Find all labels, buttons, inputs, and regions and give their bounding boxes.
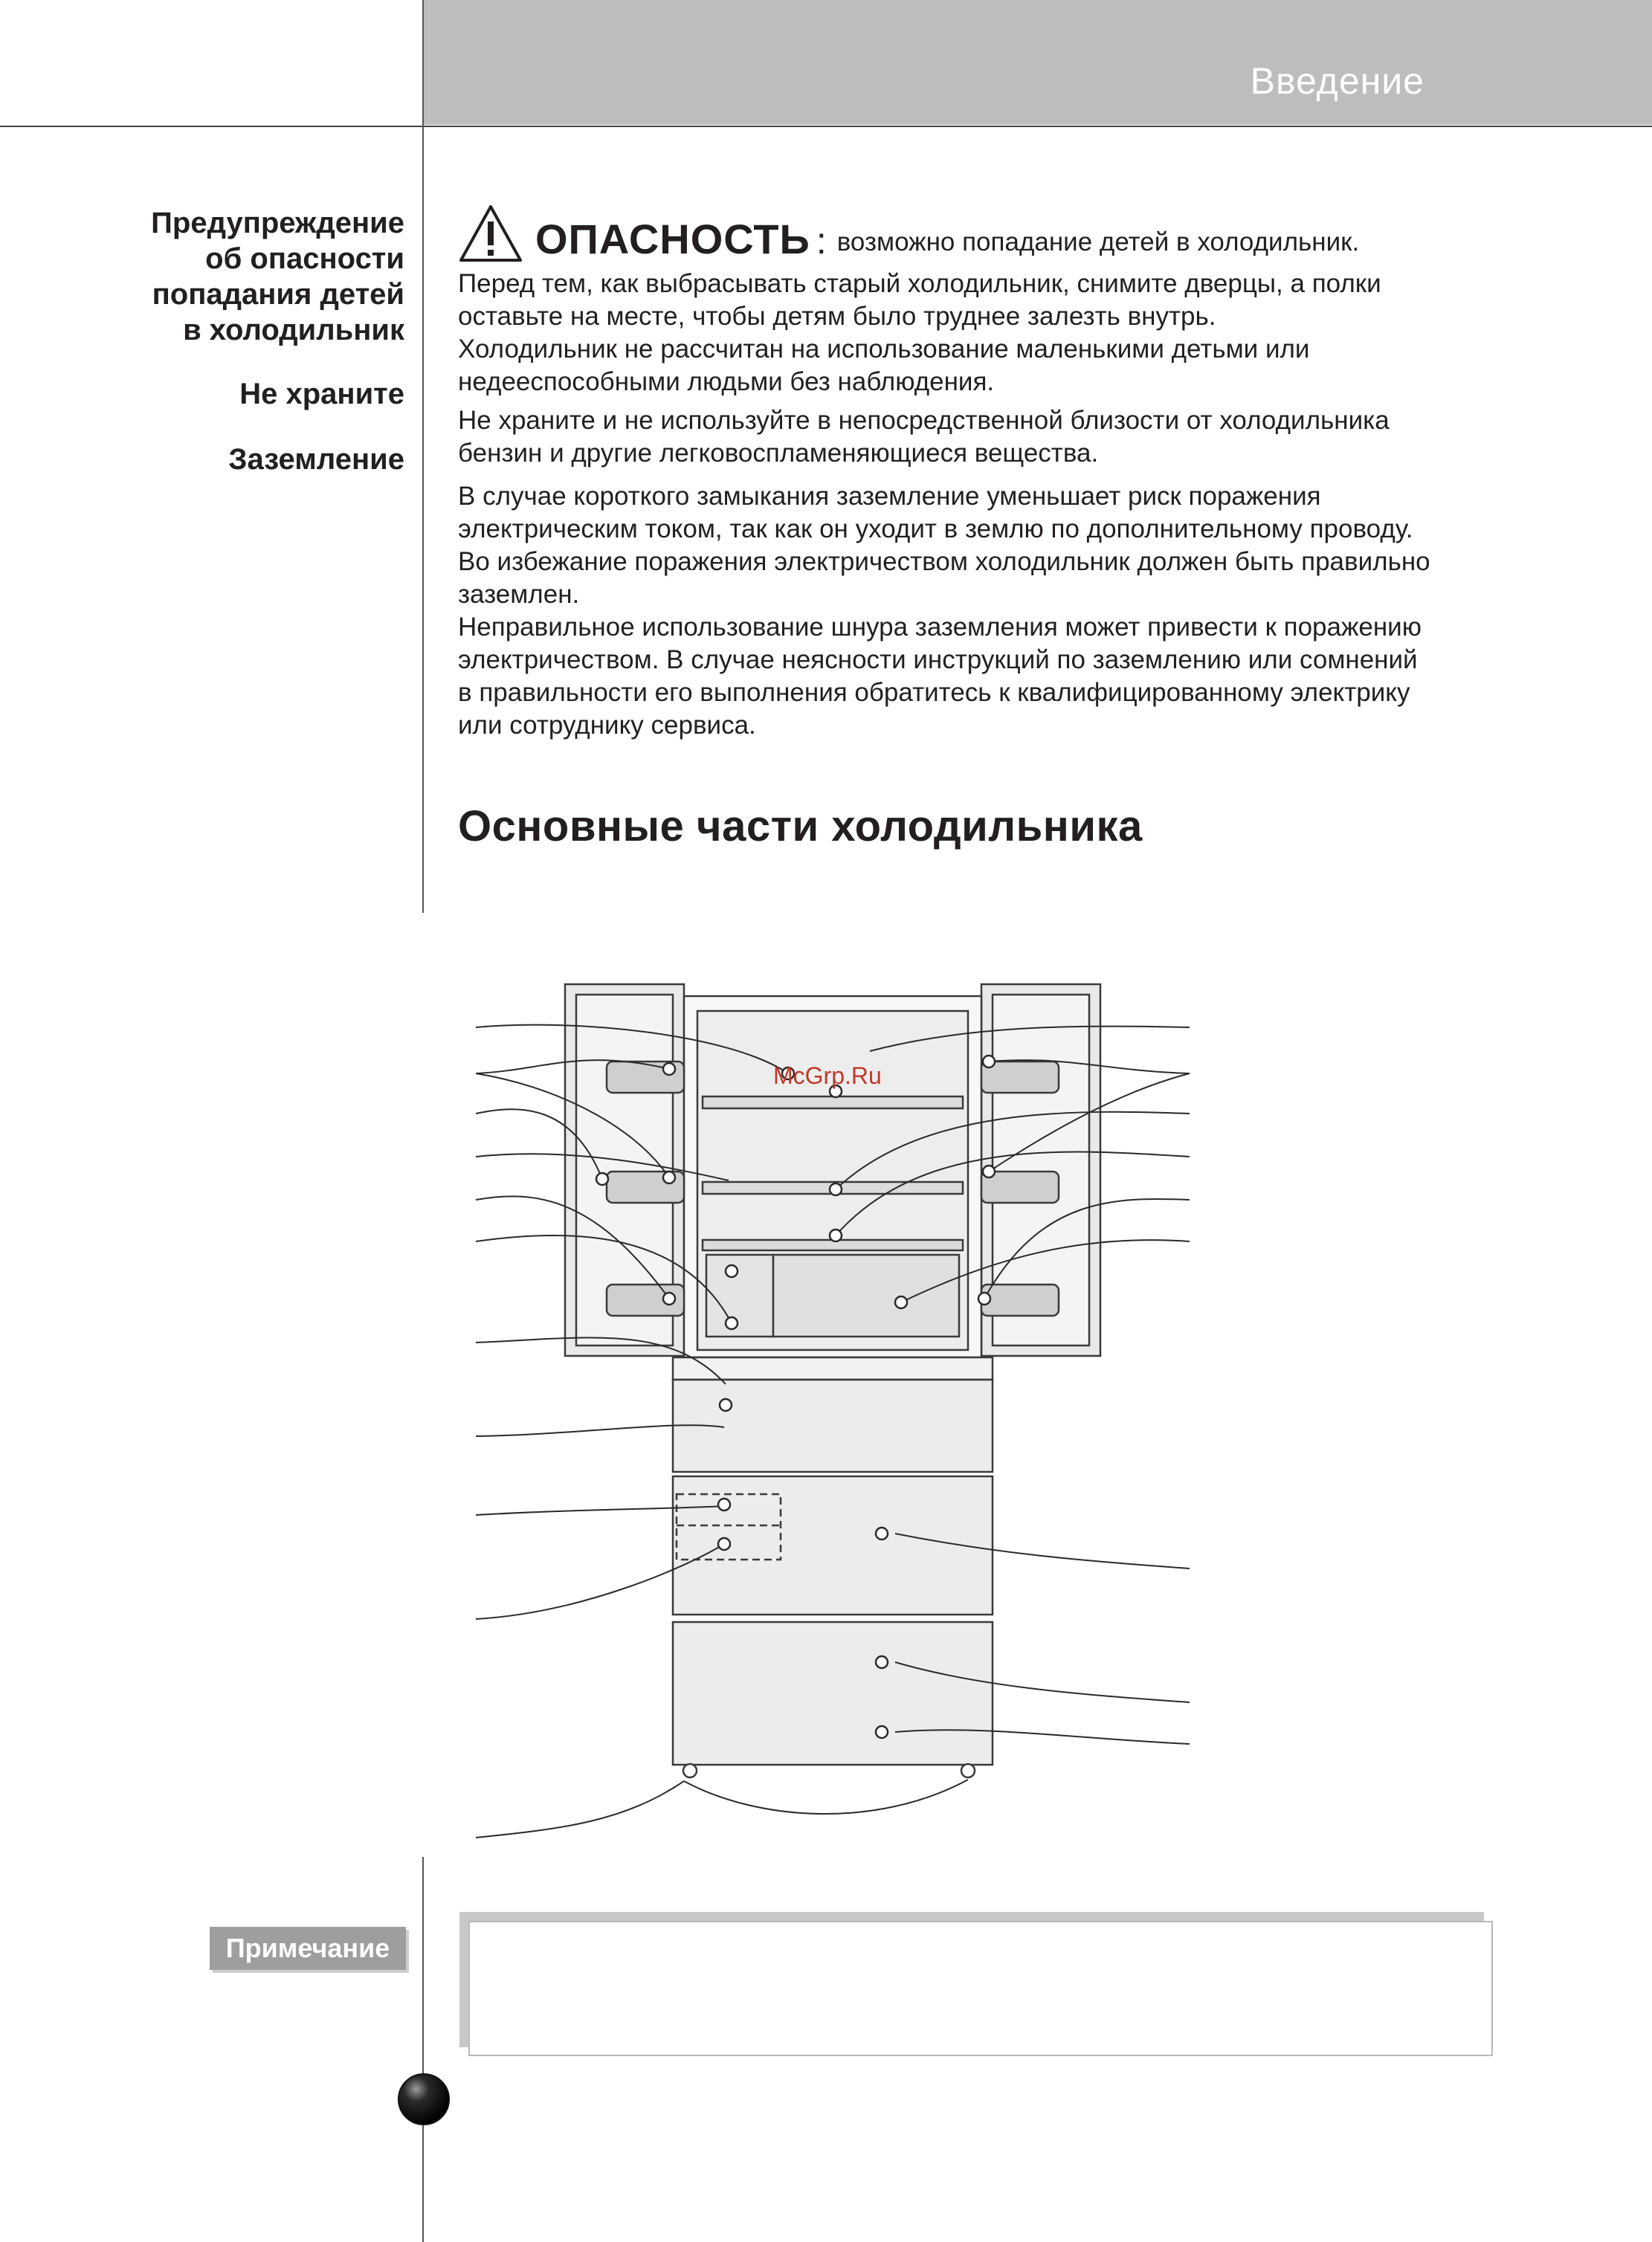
text-line: Не храните и не используйте в непосредственной близости от холодильника xyxy=(458,406,1390,435)
text-line: Неправильное использование шнура заземления может привести к поражению xyxy=(458,613,1422,642)
page-marker-icon xyxy=(396,2071,452,2128)
watermark-text: McGrp.Ru xyxy=(773,1062,882,1089)
text-line: или сотруднику сервиса. xyxy=(458,711,756,740)
fridge-parts-diagram xyxy=(461,974,1204,1866)
side-headings xyxy=(45,205,404,508)
header-divider xyxy=(0,126,1652,127)
note-box xyxy=(468,1921,1493,2056)
danger-label: ОПАСНОСТЬ xyxy=(535,216,810,262)
text-line: в правильности его выполнения обратитесь к квалифицированному электрику xyxy=(458,678,1410,707)
text-line: В случае короткого замыкания заземление уменьшает риск поражения xyxy=(458,482,1321,511)
danger-headline: возможно попадание детей в холодильник. xyxy=(836,227,1360,256)
column-divider-top xyxy=(422,0,424,913)
text-line: Во избежание поражения электричеством холодильник должен быть правильно xyxy=(458,547,1430,576)
shelf-top xyxy=(703,1096,963,1108)
header-bar xyxy=(424,0,1652,125)
paragraph-children xyxy=(458,268,1514,398)
foot-right xyxy=(961,1764,975,1777)
text-line: заземлен. xyxy=(458,580,580,609)
upper-drawer xyxy=(673,1380,993,1472)
paragraph-storage xyxy=(458,404,1514,470)
text-line: бензин и другие легковоспламеняющиеся вещества. xyxy=(458,439,1099,468)
text-line: недееспособными людьми без наблюдения. xyxy=(458,367,995,396)
section-title: Введение xyxy=(1250,60,1424,102)
fridge-outline xyxy=(565,984,1100,1765)
control-strip xyxy=(673,1357,993,1380)
paragraph-grounding xyxy=(458,480,1514,742)
foot-left xyxy=(683,1764,697,1777)
side-heading-do-not-store: Не храните xyxy=(239,378,404,410)
right-door-bin-3 xyxy=(981,1285,1059,1316)
text-line: оставьте на месте, чтобы детям было труднее залезть внутрь. xyxy=(458,302,1216,331)
danger-row xyxy=(458,199,1514,263)
text-line: Холодильник не рассчитан на использование маленькими детьми или xyxy=(458,335,1310,364)
parts-section-title: Основные части холодильника xyxy=(458,802,1143,850)
warning-triangle-icon xyxy=(458,204,523,263)
text-line: Перед тем, как выбрасывать старый холодильник, снимите дверцы, а полки xyxy=(458,269,1381,298)
crisper-drawer xyxy=(773,1255,959,1337)
main-content xyxy=(458,199,1514,748)
side-heading-children-warning: Предупреждение об опасности попадания детей в холодильник xyxy=(151,207,404,346)
lower-drawer xyxy=(673,1622,993,1765)
side-heading-grounding: Заземление xyxy=(228,443,404,476)
column-divider-bottom xyxy=(422,1857,424,2242)
text-line: электричеством. В случае неясности инструкций по заземлению или сомнений xyxy=(458,645,1418,674)
danger-colon: : xyxy=(816,220,827,262)
note-label: Примечание xyxy=(210,1927,406,1970)
text-line: электрическим током, так как он уходит в землю по дополнительному проводу. xyxy=(458,514,1413,543)
